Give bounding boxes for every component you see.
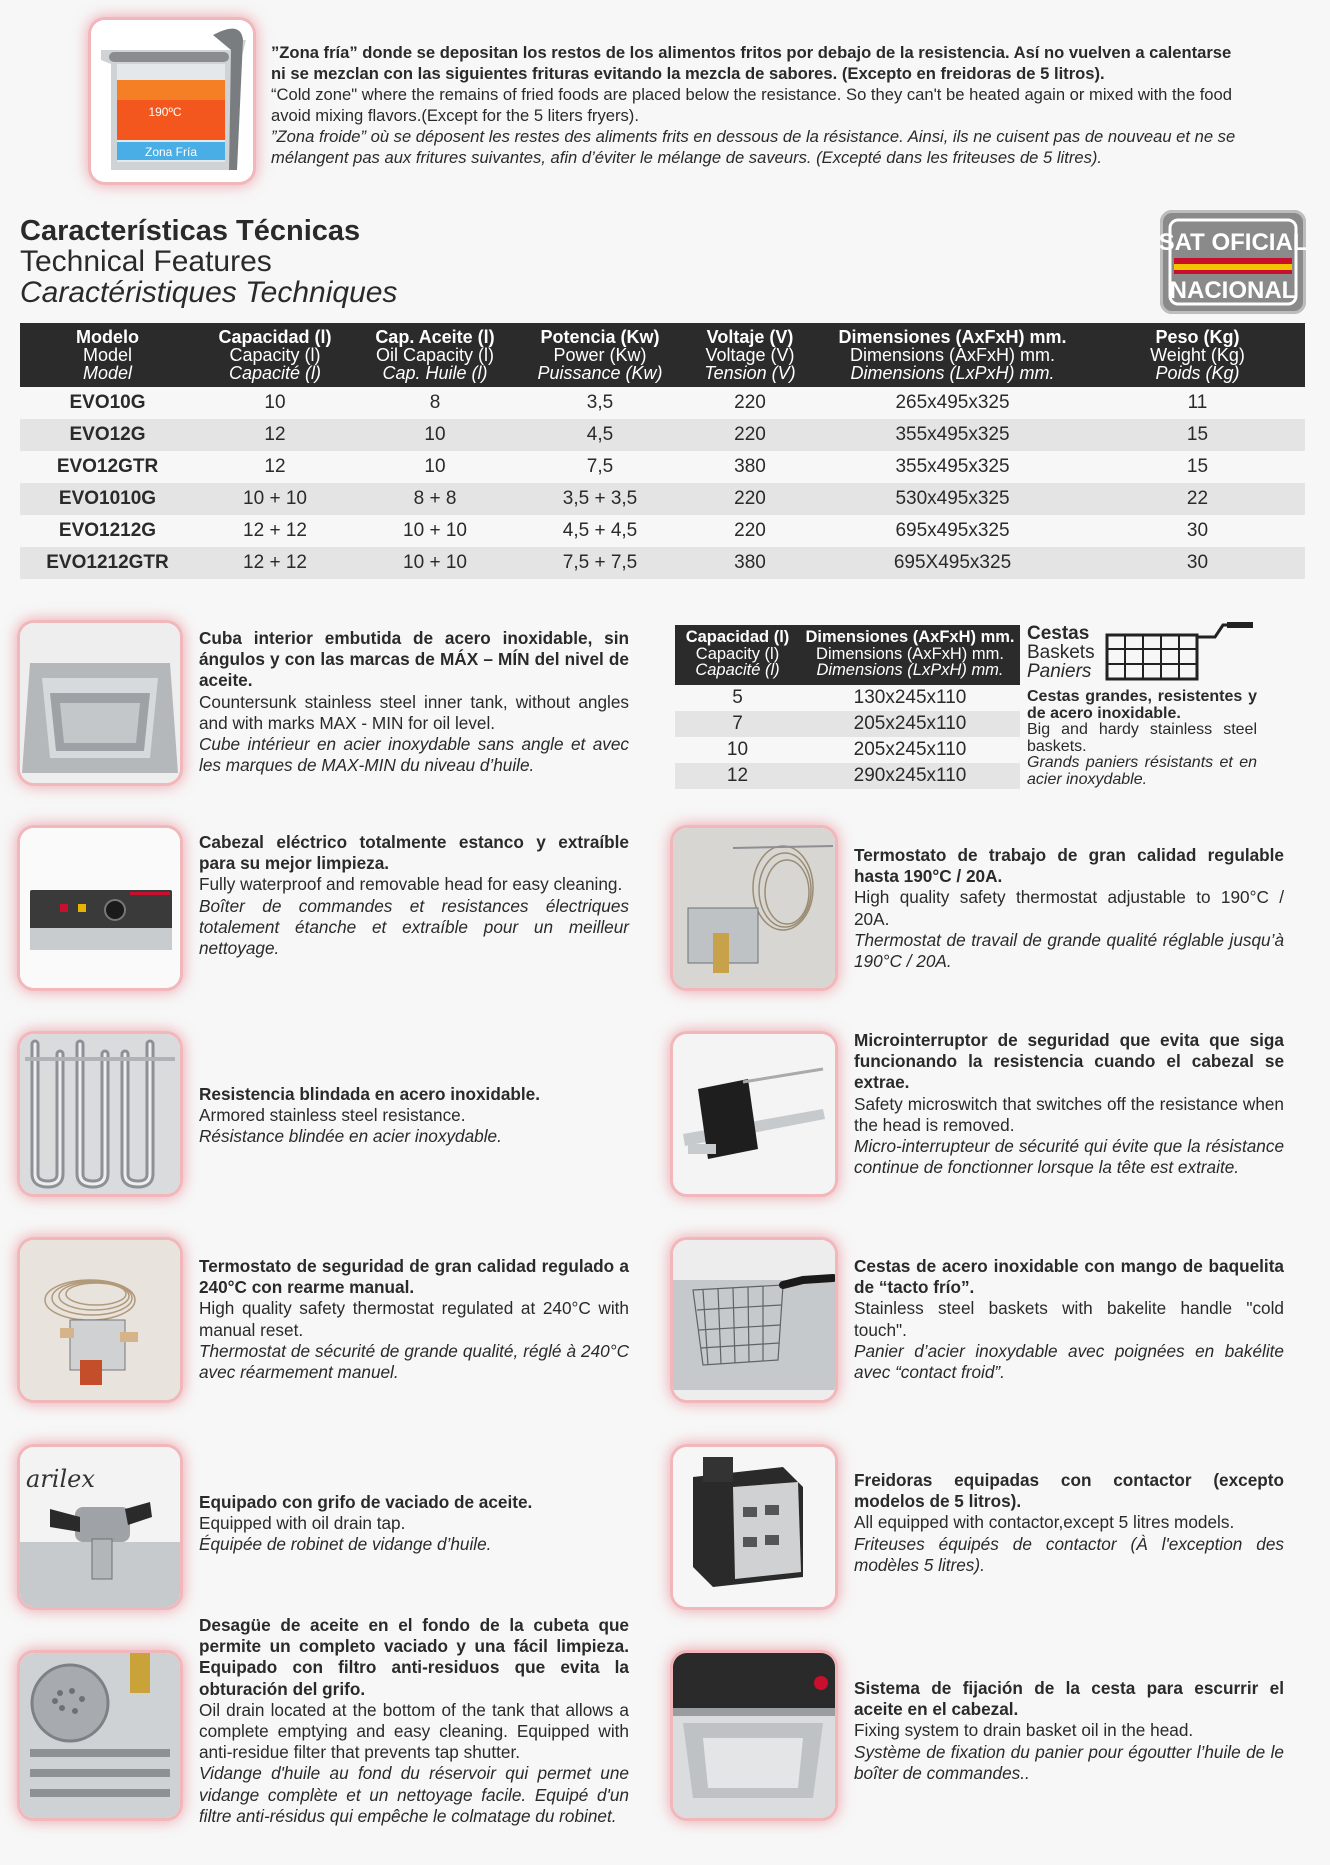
feature-contactor: Freidoras equipadas con contactor (excepto modelos de 5 litros). All equipped with contactor,except 5 litres models. Friteuses équipés de contactor (À l'exception des modèles 5 litres).	[854, 1470, 1284, 1575]
table-row: EVO1212GTR 12 + 12 10 + 10 7,5 + 7,5 380 695X495x325 30	[20, 547, 1305, 579]
spec-header-weight: Peso (Kg) Weight (Kg) Poids (Kg)	[1090, 323, 1305, 387]
table-row: 7 205x245x110	[675, 711, 1020, 737]
section-heading	[20, 216, 397, 309]
spec-header-voltage: Voltaje (V) Voltage (V) Tension (V)	[685, 323, 815, 387]
feature-tap: Equipado con grifo de vaciado de aceite. Equipped with oil drain tap. Équipée de robinet de vidange d’huile.	[199, 1492, 533, 1555]
table-row: EVO1010G 10 + 10 8 + 8 3,5 + 3,5 220 530x495x325 22	[20, 483, 1305, 515]
spec-table	[20, 323, 1305, 579]
table-row: 5 130x245x110	[732, 686, 967, 708]
head-photo	[20, 828, 180, 988]
heading-en: Technical Features	[20, 245, 272, 278]
fixing-system-photo	[673, 1653, 835, 1818]
badge-line2: NACIONAL	[1169, 277, 1297, 304]
feature-drain: Desagüe de aceite en el fondo de la cubeta que permite un completo vaciado y una fácil limpieza. Equipado con filtro anti-residuos que evita la obturación del grifo. Oil drain located at the bottom of the tank that allows a complete emptying and easy cleaning. Equipped with anti-residue filter that prevents tap shutter. Vidange d'huile au fond du réservoir qui permet une vidange complète et un nettoyage facile. Equipé d'un filtre anti-résidus qui empêche le colmatage du robinet.	[199, 1615, 629, 1826]
feature-resistance: Resistencia blindada en acero inoxidable. Armored stainless steel resistance. Résistance blindée en acier inoxydable.	[199, 1084, 540, 1147]
feature-work-thermostat: Termostato de trabajo de gran calidad regulable hasta 190°C / 20A. High quality safety thermostat adjustable to 190°C / 20A. Thermostat de travail de grande qualité réglable jusqu’à 190°C / 20A.	[854, 845, 1284, 972]
feature-microswitch: Microinterruptor de seguridad que evita que siga funcionando la resistencia cuando el cabezal se extrae. Safety microswitch that switches off the resistance when the head is removed. Micro-interrupteur de sécurité qui évite que la résistance continue de fonctionner lorsque la tête est extraite.	[854, 1030, 1284, 1178]
table-row: 10 205x245x110	[726, 738, 967, 760]
basket-icon	[1105, 620, 1255, 687]
drain-photo	[20, 1653, 180, 1818]
spec-header-model: Modelo Model Model	[20, 323, 195, 387]
badge-line1: SAT OFICIAL	[1160, 229, 1306, 256]
feature-tank: Cuba interior embutida de acero inoxidable, sin ángulos y con las marcas de MÁX – MÍN del nivel de aceite. Countersunk stainless steel inner tank, without angles and with marks MAX - MIN for oil level. Cube intérieur en acier inoxydable sans angle et avec les marques de MAX-MIN du niveau d’huile.	[199, 628, 629, 776]
table-row: EVO10G 10 8 3,5 220 265x495x325 11	[69, 392, 1208, 413]
spec-header-row	[20, 323, 1305, 387]
microswitch-photo	[673, 1034, 835, 1194]
work-thermostat-photo	[673, 828, 835, 988]
safety-thermostat-photo	[20, 1240, 180, 1400]
table-row: EVO1212G 12 + 12 10 + 10 4,5 + 4,5 220 695x495x325 30	[58, 520, 1209, 541]
cold-zone-es: ”Zona fría” donde se depositan los restos de los alimentos fritos por debajo de la resistencia. Así no vuelven a calentarse ni se mezclan con las siguientes frituras evitando la mezcla de sabores. (Excepto en freidoras de 5 litros).	[271, 43, 1232, 83]
heading-es: Características Técnicas	[20, 215, 361, 247]
feature-safety-thermostat: Termostato de seguridad de gran calidad regulado a 240°C con rearme manual. High quality safety thermostat regulated at 240°C with manual reset. Thermostat de sécurité de grande qualité, réglé à 240°C avec réarmement manuel.	[199, 1256, 629, 1383]
temp-label: 190ºC	[148, 105, 182, 119]
feature-basket-handle: Cestas de acero inoxidable con mango de baquelita de “tacto frío”. Stainless steel baskets with bakelite handle "cold touch". Panier d’acier inoxydable avec poignées en bakélite avec “contact froid”.	[854, 1256, 1284, 1383]
zone-label: Zona Fría	[144, 145, 198, 159]
sat-oficial-badge	[1160, 210, 1306, 314]
spec-header-capacity: Capacidad (l) Capacity (l) Capacité (l)	[195, 323, 355, 387]
cold-zone-text	[271, 42, 1236, 168]
basket-desc: Cestas grandes, resistentes y de acero inoxidable. Big and hardy stainless steel baskets. Grands paniers résistants et en acier inoxydable.	[1027, 688, 1257, 788]
tap-photo	[20, 1447, 180, 1607]
feature-fixing-system: Sistema de fijación de la cesta para escurrir el aceite en el cabezal. Fixing system to drain basket oil in the head. Système de fixation du panier pour égoutter l’huile de le boîter de commandes..	[854, 1678, 1284, 1783]
spec-header-oil: Cap. Aceite (l) Oil Capacity (l) Cap. Huile (l)	[355, 323, 515, 387]
basket-handle-photo	[673, 1240, 835, 1400]
basket-header-dimensions: Dimensiones (AxFxH) mm. Dimensions (AxFxH) mm. Dimensions (LxPxH) mm.	[800, 625, 1020, 685]
spec-header-dimensions: Dimensiones (AxFxH) mm. Dimensions (AxFxH) mm. Dimensions (LxPxH) mm.	[815, 323, 1090, 387]
basket-header-row	[675, 625, 1020, 685]
cold-zone-photo	[91, 20, 253, 182]
table-row: 12 290x245x110	[675, 763, 1020, 789]
basket-title: Cestas Baskets Paniers	[1027, 623, 1095, 682]
table-row: EVO12GTR 12 10 7,5 380 355x495x325 15	[56, 456, 1209, 477]
basket-header-capacity: Capacidad (l) Capacity (l) Capacité (l)	[675, 625, 800, 685]
contactor-photo	[673, 1447, 835, 1607]
resistance-photo	[20, 1034, 180, 1194]
table-row: EVO12G 12 10 4,5 220 355x495x325 15	[20, 419, 1305, 451]
basket-table	[675, 625, 1020, 789]
tank-photo	[20, 623, 180, 783]
cold-zone-fr: ”Zona froide” où se déposent les restes des aliments frits en dessous de la résistance. Ainsi, ils ne cuisent pas de nouveau et ne se mélangent pas aux fritures suivantes, afin d’éviter le mélange de saveurs. (Excepté dans les friteuses de 5 litres).	[271, 127, 1236, 167]
spec-header-power: Potencia (Kw) Power (Kw) Puissance (Kw)	[515, 323, 685, 387]
heading-fr: Caractéristiques Techniques	[20, 276, 398, 309]
feature-head: Cabezal eléctrico totalmente estanco y extraíble para su mejor limpieza. Fully waterproof and removable head for easy cleaning. Boîter de commandes et resistances électriques totalement étanche et extraíble pour un meilleur nettoyage.	[199, 832, 629, 959]
arilex-logo: arilex	[26, 1465, 95, 1493]
cold-zone-en: “Cold zone" where the remains of fried foods are placed below the resistance. So they can't be heated again or mixed with the food avoid mixing flavors.(Except for the 5 liters fryers).	[271, 85, 1232, 125]
